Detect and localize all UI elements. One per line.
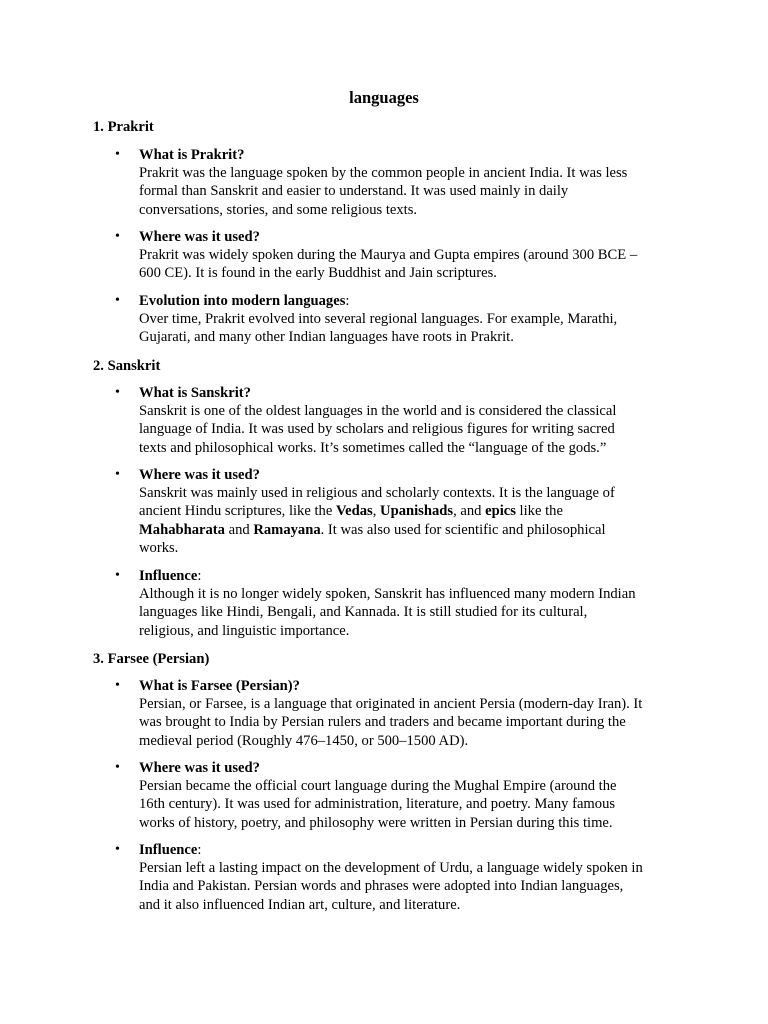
item-body: Persian left a lasting impact on the development of Urdu, a language widely spoken in India and Pakistan. Persian words and phrases were adopted into Indian languages, and it also influenced Indian art, culture, and literature. bbox=[139, 860, 643, 913]
list-item bbox=[139, 292, 679, 347]
item-body: Prakrit was the language spoken by the common people in ancient India. It was less formal than Sanskrit and easier to understand. It was used mainly in daily conversations, stories, and some religious texts. bbox=[139, 165, 628, 218]
item-body: Persian, or Farsee, is a language that originated in ancient Persia (modern-day Iran). It was brought to India by Persian rulers and traders and became important during the medieval period (Roughly 476–1450, or 500–1500 AD). bbox=[139, 696, 643, 749]
item-body: Sanskrit is one of the oldest languages in the world and is considered the classical language of India. It was used by scholars and religious figures for writing sacred texts and philosophical works. It’s sometimes called the “language of the gods.” bbox=[139, 403, 617, 456]
item-body bbox=[139, 484, 679, 557]
page-title: languages bbox=[349, 88, 419, 107]
list-item bbox=[139, 567, 679, 640]
section-heading-prakrit: 1. Prakrit bbox=[93, 119, 154, 135]
rich-line: works. bbox=[139, 539, 179, 556]
list-item bbox=[139, 146, 679, 219]
list-item bbox=[139, 759, 679, 832]
list-item bbox=[139, 228, 679, 283]
item-question: • Influence: bbox=[139, 568, 202, 584]
item-body: Over time, Prakrit evolved into several regional languages. For example, Marathi, Gujarati, and many other Indian languages have roots in Prakrit. bbox=[139, 311, 618, 346]
rich-line: Mahabharata and Ramayana. It was also used for scientific and philosophical bbox=[139, 521, 606, 538]
item-question: • Where was it used? bbox=[139, 467, 260, 483]
item-body: Persian became the official court language during the Mughal Empire (around the 16th century). It was used for administration, literature, and poetry. Many famous works of history, poetry, and philosophy were written in Persian during this time. bbox=[139, 778, 617, 831]
item-question: • What is Sanskrit? bbox=[139, 385, 251, 401]
section-heading-sanskrit: 2. Sanskrit bbox=[93, 358, 161, 374]
list-item bbox=[139, 677, 679, 750]
list-item bbox=[139, 841, 679, 914]
item-question: • Evolution into modern languages: bbox=[139, 293, 350, 309]
item-question: • Influence: bbox=[139, 842, 202, 858]
rich-line: Sanskrit was mainly used in religious and scholarly contexts. It is the language of bbox=[139, 485, 615, 502]
item-question: • What is Farsee (Persian)? bbox=[139, 678, 300, 694]
list-item bbox=[139, 384, 679, 457]
item-question: • Where was it used? bbox=[139, 229, 260, 245]
item-question: • Where was it used? bbox=[139, 760, 260, 776]
item-question: • What is Prakrit? bbox=[139, 147, 245, 163]
rich-line: ancient Hindu scriptures, like the Vedas, Upanishads, and epics like the bbox=[139, 503, 563, 520]
item-body: Prakrit was widely spoken during the Maurya and Gupta empires (around 300 BCE – 600 CE). It is found in the early Buddhist and Jain scriptures. bbox=[139, 247, 638, 282]
item-body: Although it is no longer widely spoken, Sanskrit has influenced many modern Indian languages like Hindi, Bengali, and Kannada. It is still studied for its cultural, religious, and linguistic importance. bbox=[139, 586, 636, 639]
list-item bbox=[139, 466, 679, 557]
section-heading-persian: 3. Farsee (Persian) bbox=[93, 651, 210, 667]
